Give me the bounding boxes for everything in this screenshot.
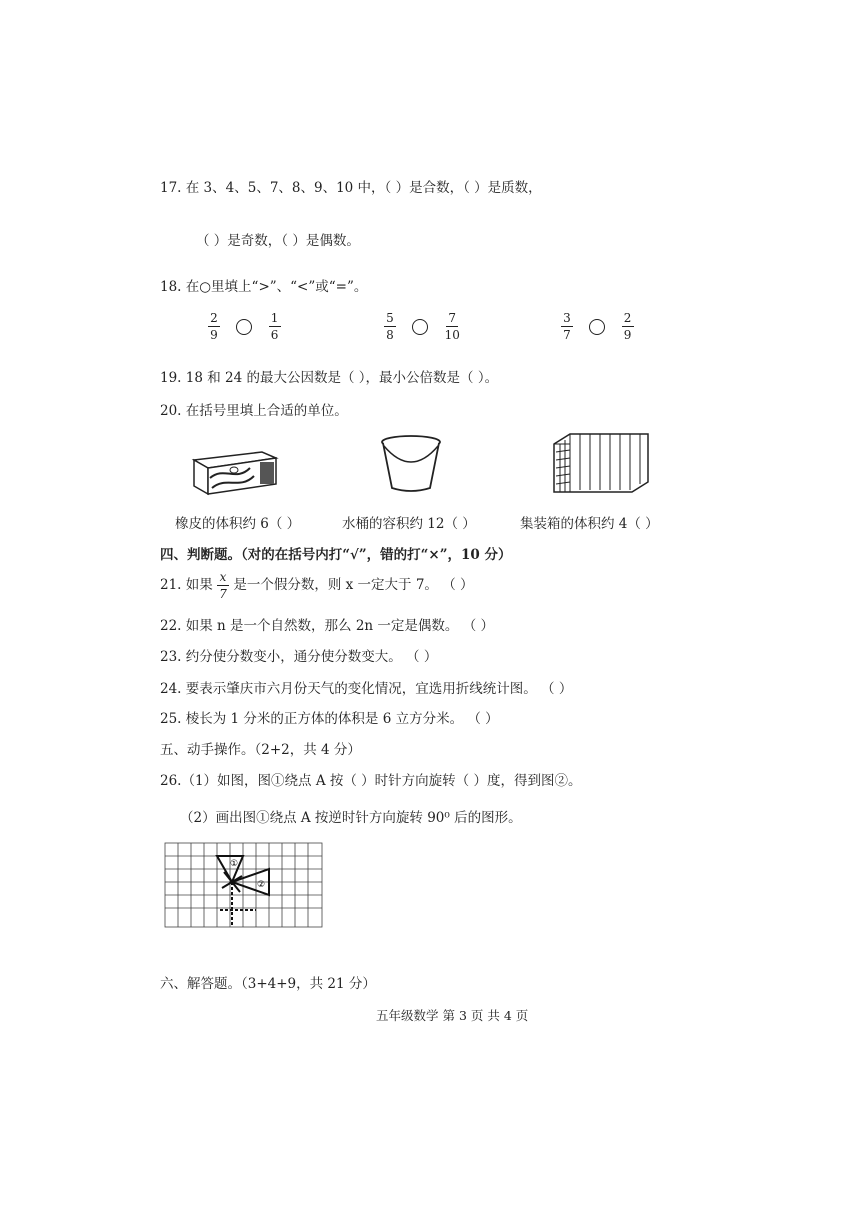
q22: 22. 如果 n 是一个自然数，那么 2n 一定是偶数。 （ ） [160, 618, 494, 634]
compare-circle[interactable] [589, 319, 605, 335]
q20-caption-eraser: 橡皮的体积约 6（ ） [175, 516, 301, 532]
q25: 25. 棱长为 1 分米的正方体的体积是 6 立方分米。 （ ） [160, 711, 499, 727]
bucket-illustration [378, 432, 444, 494]
q20-prompt: 20. 在括号里填上合适的单位。 [160, 403, 348, 419]
fraction: $\frac{5}{8}$ [384, 311, 396, 342]
eraser-illustration [190, 448, 280, 496]
section-5-title: 五、动手操作。（2+2，共 4 分） [160, 742, 361, 758]
fraction: $\frac{x}{7}$ [217, 570, 229, 601]
q18-prompt: 18. 在○里填上“>”、“<”或“=”。 [160, 279, 368, 295]
q26-part1: 26.（1）如图，图①绕点 A 按（ ）时针方向旋转（ ）度，得到图②。 [160, 773, 582, 789]
figure-1-label: ① [230, 859, 239, 869]
compare-circle[interactable] [236, 319, 252, 335]
fraction: $\frac{2}{9}$ [208, 311, 220, 342]
q17-line1: 17. 在 3、4、5、7、8、9、10 中，（ ）是合数，（ ）是质数， [160, 180, 542, 196]
compare-circle[interactable] [412, 319, 428, 335]
q20-caption-container: 集装箱的体积约 4（ ） [520, 516, 659, 532]
fraction: $\frac{7}{10}$ [444, 311, 460, 342]
fraction: $\frac{3}{7}$ [561, 311, 573, 342]
q17-line2: （ ）是奇数，（ ）是偶数。 [196, 233, 360, 249]
q21: 21. 如果 $\frac{x}{7}$ 是一个假分数，则 x 一定大于 7。 （ ） [160, 570, 474, 601]
section-6-title: 六、解答题。（3+4+9，共 21 分） [160, 976, 376, 992]
q18-compare-1 [208, 311, 281, 342]
q18-compare-2 [384, 311, 460, 342]
q18-compare-3 [561, 311, 634, 342]
section-4-title: 四、判断题。（对的在括号内打“√”，错的打“×”，10 分） [160, 547, 512, 563]
q23: 23. 约分使分数变小，通分使分数变大。 （ ） [160, 649, 438, 665]
q26-part2: （2）画出图①绕点 A 按逆时针方向旋转 90⁰ 后的图形。 [180, 810, 522, 826]
fraction: $\frac{2}{9}$ [622, 311, 634, 342]
q24: 24. 要表示肇庆市六月份天气的变化情况，宜选用折线统计图。 （ ） [160, 681, 573, 697]
q19: 19. 18 和 24 的最大公因数是（ ），最小公倍数是（ ）。 [160, 370, 499, 386]
container-illustration [552, 432, 652, 494]
figure-2-label: ② [257, 880, 266, 890]
page-footer: 五年级数学 第 3 页 共 4 页 [376, 1008, 529, 1023]
rotation-grid-figure [164, 842, 324, 928]
fraction: $\frac{1}{6}$ [269, 311, 281, 342]
q20-caption-bucket: 水桶的容积约 12（ ） [342, 516, 476, 532]
